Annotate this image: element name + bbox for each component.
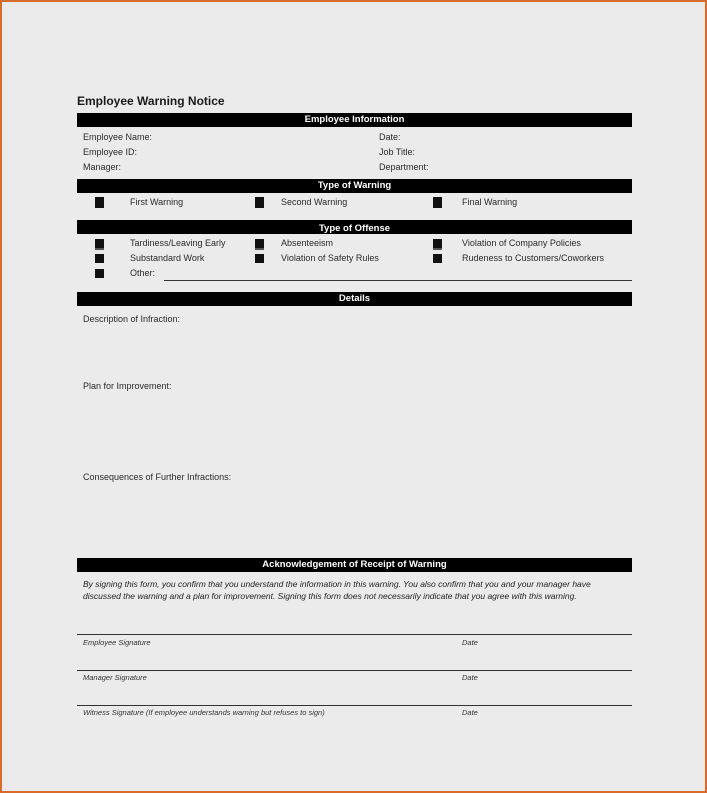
form-title: Employee Warning Notice: [77, 94, 225, 108]
details-header: Details: [77, 292, 632, 306]
safety-rules-label: Violation of Safety Rules: [281, 253, 379, 263]
employee-date-label: Date: [462, 638, 478, 647]
employee-name-label: Employee Name:: [83, 132, 153, 142]
second-warning-checkbox[interactable]: [255, 197, 264, 208]
witness-date-label: Date: [462, 708, 478, 717]
safety-rules-checkbox[interactable]: [255, 254, 264, 263]
manager-date-label: Date: [462, 673, 478, 682]
first-warning-label: First Warning: [130, 197, 184, 207]
acknowledgement-header: Acknowledgement of Receipt of Warning: [77, 558, 632, 572]
signature-line-employee: [77, 670, 632, 671]
date-label: Date:: [379, 132, 401, 142]
tardiness-label: Tardiness/Leaving Early: [130, 238, 226, 248]
consequences-label: Consequences of Further Infractions:: [83, 472, 232, 482]
absenteeism-checkbox[interactable]: [255, 239, 264, 248]
warning-type-header: Type of Warning: [77, 179, 632, 193]
employee-info-header: Employee Information: [77, 113, 632, 127]
first-warning-checkbox[interactable]: [95, 197, 104, 208]
offense-type-header: Type of Offense: [77, 220, 632, 234]
job-title-label: Job Title:: [379, 147, 416, 157]
employee-id-label: Employee ID:: [83, 147, 138, 157]
substandard-work-checkbox[interactable]: [95, 254, 104, 263]
description-label: Description of Infraction:: [83, 314, 181, 324]
final-warning-label: Final Warning: [462, 197, 518, 207]
absenteeism-label: Absenteeism: [281, 238, 334, 248]
plan-label: Plan for Improvement:: [83, 381, 172, 391]
signature-line-top: [77, 634, 632, 635]
manager-signature-label: Manager Signature: [83, 673, 147, 682]
department-label: Department:: [379, 162, 429, 172]
manager-label: Manager:: [83, 162, 122, 172]
company-policies-checkbox[interactable]: [433, 239, 442, 248]
signature-line-manager: [77, 705, 632, 706]
rudeness-label: Rudeness to Customers/Coworkers: [462, 253, 605, 263]
other-label: Other:: [130, 268, 156, 278]
other-checkbox[interactable]: [95, 269, 104, 278]
employee-signature-label: Employee Signature: [83, 638, 151, 647]
witness-signature-label: Witness Signature (If employee understands warning but refuses to sign): [83, 708, 325, 717]
tardiness-checkbox[interactable]: [95, 239, 104, 248]
other-input-line[interactable]: [164, 280, 632, 281]
substandard-work-label: Substandard Work: [130, 253, 205, 263]
rudeness-checkbox[interactable]: [433, 254, 442, 263]
final-warning-checkbox[interactable]: [433, 197, 442, 208]
company-policies-label: Violation of Company Policies: [462, 238, 581, 248]
second-warning-label: Second Warning: [281, 197, 348, 207]
acknowledgement-text: By signing this form, you confirm that you understand the information in this warning. You also confirm that you and your manager have discussed the warning and a plan for improvement. Signing this form does not necessarily indicate that you agree with this warning.: [83, 579, 591, 601]
